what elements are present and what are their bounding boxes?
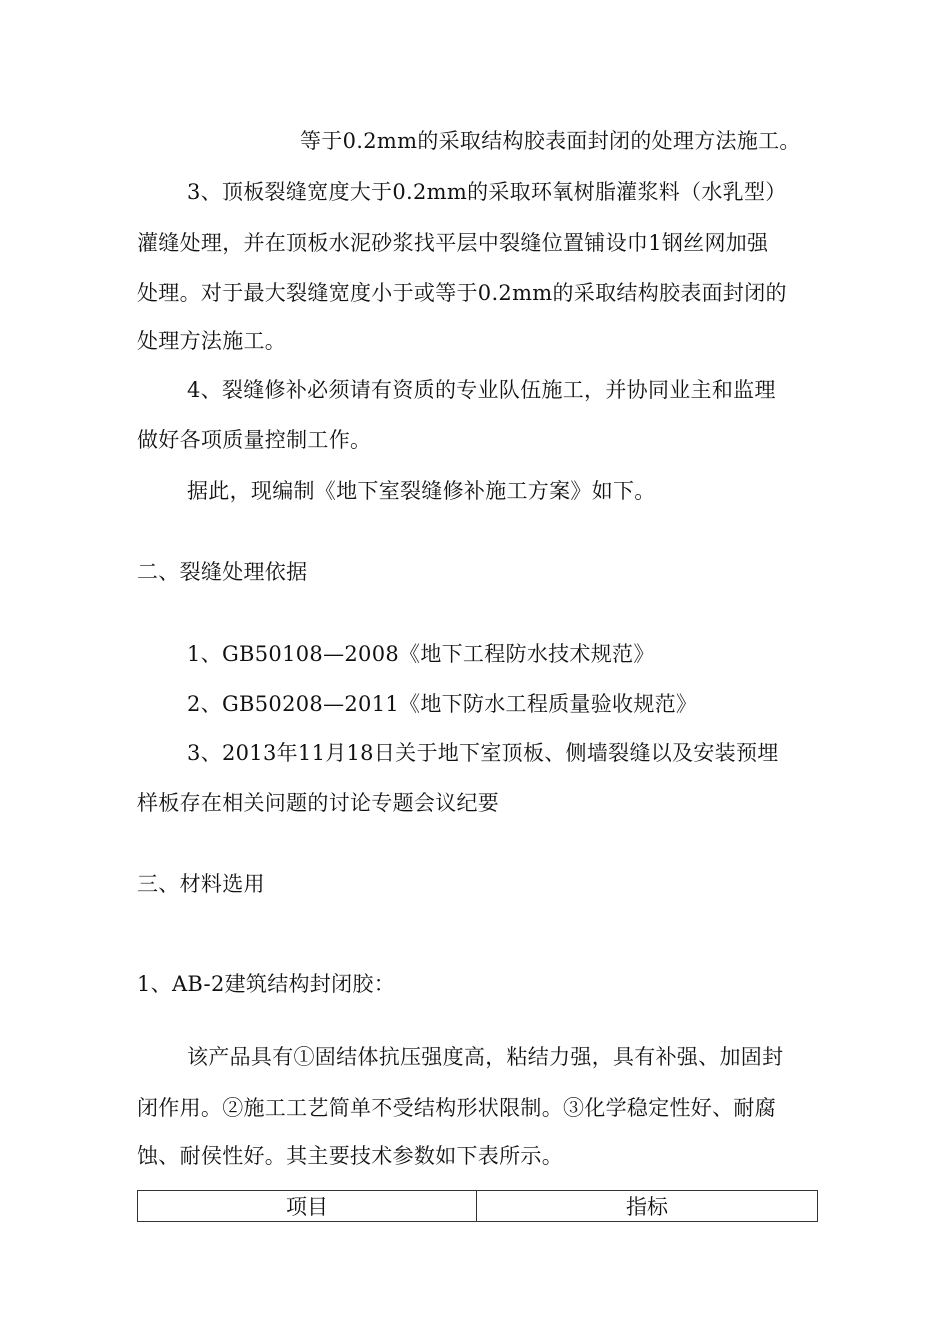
paragraph-line: 处理方法施工。	[137, 329, 287, 353]
table-header-row	[138, 1191, 818, 1222]
paragraph-line: 灌缝处理，并在顶板水泥砂浆找平层中裂缝位置铺设巾1钢丝网加强	[137, 231, 769, 255]
paragraph-line: 蚀、耐侯性好。其主要技术参数如下表所示。	[137, 1144, 563, 1168]
paragraph-line: 3、顶板裂缝宽度大于0.2mm的采取环氧树脂灌浆料（水乳型）	[187, 180, 787, 204]
paragraph-line: 处理。对于最大裂缝宽度小于或等于0.2mm的采取结构胶表面封闭的	[137, 281, 787, 305]
paragraph-line: 该产品具有①固结体抗压强度高，粘结力强，具有补强、加固封	[187, 1045, 784, 1069]
reference-item: 样板存在相关问题的讨论专题会议纪要	[137, 791, 500, 815]
table-header-indicator: 指标	[477, 1191, 818, 1222]
table-header-item: 项目	[138, 1191, 477, 1222]
paragraph-line: 等于0.2mm的采取结构胶表面封闭的处理方法施工。	[300, 129, 801, 153]
section-heading: 二、裂缝处理依据	[137, 560, 308, 584]
reference-item: 2、GB50208—2011《地下防水工程质量验收规范》	[187, 692, 698, 716]
section-heading: 三、材料选用	[137, 872, 265, 896]
subsection-heading: 1、AB-2建筑结构封闭胶：	[137, 972, 396, 996]
spec-table	[137, 1190, 818, 1222]
paragraph-line: 闭作用。②施工工艺简单不受结构形状限制。③化学稳定性好、耐腐	[137, 1096, 776, 1120]
paragraph-line: 做好各项质量控制工作。	[137, 428, 372, 452]
paragraph-line: 据此，现编制《地下室裂缝修补施工方案》如下。	[187, 479, 656, 503]
reference-item: 3、2013年11月18日关于地下室顶板、侧墙裂缝以及安装预埋	[187, 741, 779, 765]
paragraph-line: 4、裂缝修补必须请有资质的专业队伍施工，并协同业主和监理	[187, 378, 776, 402]
reference-item: 1、GB50108—2008《地下工程防水技术规范》	[187, 642, 655, 666]
